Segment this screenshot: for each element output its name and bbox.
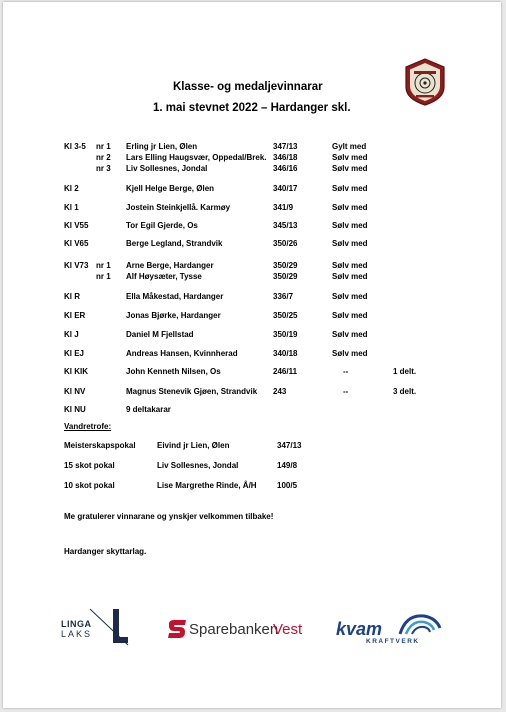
laks-text: LAKS [61,629,93,639]
result-medalje: -- [343,387,349,396]
trofe-namn: Liv Sollesnes, Jondal [157,461,239,470]
result-klasse: Kl NU [64,405,86,414]
result-medalje: Sølv med [332,272,368,281]
trofe-namn: Eivind jr Lien, Ølen [157,441,230,450]
sparebanken-text: Sparebanken [189,621,279,638]
result-klasse: Kl 3-5 [64,142,86,151]
result-medalje: Sølv med [332,203,368,212]
signature-text: Hardanger skyttarlag. [64,547,147,556]
result-medalje: -- [343,367,349,376]
result-medalje: Sølv med [332,184,368,193]
result-namn: Jostein Steinkjellå. Karmøy [126,203,231,212]
trofe-score: 100/5 [277,481,298,490]
trofe-score: 149/8 [277,461,298,470]
linga-mark-icon [88,607,130,647]
result-klasse: Kl J [64,330,79,339]
result-score: 350/26 [273,239,298,248]
trofe-namn: Lise Margrethe Rinde, Å/H [157,481,257,490]
trofe-score: 347/13 [277,441,302,450]
result-medalje: Sølv med [332,221,368,230]
result-namn: Alf Høysæter, Tysse [126,272,202,281]
kvam-wave-icon [396,610,444,638]
result-merk: 3 delt. [393,387,417,396]
result-merk: 1 delt. [393,367,417,376]
result-klasse: Kl NV [64,387,86,396]
result-namn: Andreas Hansen, Kvinnherad [126,349,238,358]
result-klasse: Kl 2 [64,184,79,193]
result-klasse: Kl V55 [64,221,89,230]
trofe-pokal: Meisterskapspokal [64,441,136,450]
result-score: 350/25 [273,311,298,320]
result-score: 341/9 [273,203,294,212]
vandretrofe-heading: Vandretrofe: [64,422,112,431]
result-nr: nr 3 [96,164,111,173]
page-subtitle: 1. mai stevnet 2022 – Hardanger skl. [153,102,351,114]
linga-text: LINGA [61,619,92,629]
result-namn: Arne Berge, Hardanger [126,261,214,270]
linga-laks-logo [61,607,131,647]
result-score: 340/18 [273,349,298,358]
kvam-text: kvam [336,619,383,639]
result-nr: nr 1 [96,261,111,270]
trofe-pokal: 15 skot pokal [64,461,115,470]
result-namn: Berge Legland, Strandvik [126,239,223,248]
result-namn: John Kenneth Nilsen, Os [126,367,221,376]
club-emblem-icon [402,57,448,107]
result-score: 243 [273,387,287,396]
result-klasse: Kl 1 [64,203,79,212]
result-namn: Tor Egil Gjerde, Os [126,221,198,230]
trofe-pokal: 10 skot pokal [64,481,115,490]
result-klasse: Kl ER [64,311,86,320]
result-namn: Magnus Stenevik Gjøen, Strandvik [126,387,258,396]
result-score: 347/13 [273,142,298,151]
kvam-kraftverk-logo [336,608,446,648]
result-nr: nr 2 [96,153,111,162]
result-klasse: Kl R [64,292,80,301]
result-score: 350/29 [273,272,298,281]
result-medalje: Sølv med [332,330,368,339]
result-medalje: Sølv med [332,239,368,248]
result-namn: Kjell Helge Berge, Ølen [126,184,215,193]
result-namn: Lars Elling Haugsvær, Oppedal/Brek. [126,153,267,162]
result-score: 350/19 [273,330,298,339]
kraftverk-text: KRAFTVERK [366,638,420,645]
result-score: 246/11 [273,367,298,376]
result-medalje: Gylt med [332,142,367,151]
result-medalje: Sølv med [332,349,368,358]
result-score: 346/16 [273,164,298,173]
result-medalje: Sølv med [332,261,368,270]
vest-text: Vest [273,621,303,638]
result-nr: nr 1 [96,272,111,281]
result-namn: Liv Sollesnes, Jondal [126,164,208,173]
result-score: 350/29 [273,261,298,270]
result-namn: Erling jr Lien, Ølen [126,142,198,151]
document-page [3,2,501,708]
result-score: 345/13 [273,221,298,230]
result-score: 340/17 [273,184,298,193]
result-namn: Jonas Bjørke, Hardanger [126,311,221,320]
result-namn: Daniel M Fjellstad [126,330,194,339]
sparebanken-vest-logo [166,616,316,644]
result-klasse: Kl V73 [64,261,89,270]
result-nr: nr 1 [96,142,111,151]
closing-text: Me gratulerer vinnarane og ynskjer velkommen tilbake! [64,512,274,521]
result-medalje: Sølv med [332,164,368,173]
result-namn: 9 deltakarar [126,405,171,414]
result-klasse: Kl V65 [64,239,89,248]
result-medalje: Sølv med [332,292,368,301]
result-klasse: Kl KIK [64,367,88,376]
result-medalje: Sølv med [332,153,368,162]
result-score: 346/18 [273,153,298,162]
result-namn: Ella Måkestad, Hardanger [126,292,224,301]
result-medalje: Sølv med [332,311,368,320]
page-title: Klasse- og medaljevinnarar [173,81,323,93]
result-klasse: Kl EJ [64,349,85,358]
sparebanken-s-icon [166,618,188,640]
result-score: 336/7 [273,292,294,301]
